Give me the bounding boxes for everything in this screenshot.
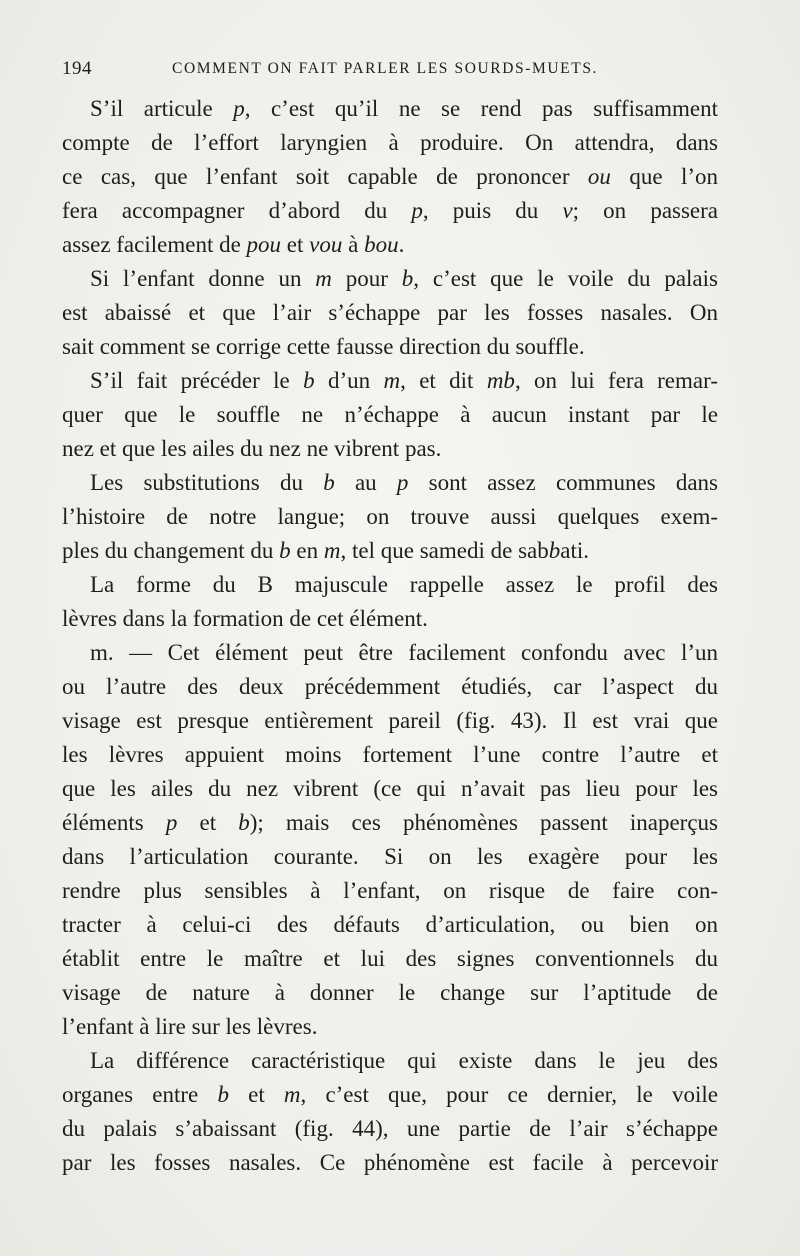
- text-line: dans l’articulation courante. Si on les exagère pour les: [62, 844, 718, 869]
- text-line: quer que le souffle ne n’échappe à aucun instant par le: [62, 402, 718, 427]
- text-line: Les substitutions du b au p sont assez communes dans: [90, 470, 718, 495]
- page-number: 194: [62, 58, 92, 79]
- text-line: rendre plus sensibles à l’enfant, on risque de faire con-: [62, 878, 718, 903]
- text-line: m. — Cet élément peut être facilement confondu avec l’un: [90, 640, 718, 665]
- text-line: ples du changement du b en m, tel que samedi de sabbati.: [62, 538, 589, 563]
- text-line: fera accompagner d’abord du p, puis du v; on passera: [62, 198, 718, 223]
- text-line: compte de l’effort laryngien à produire. On attendra, dans: [62, 130, 718, 155]
- text-line: assez facilement de pou et vou à bou.: [62, 232, 405, 257]
- text-line: ou l’autre des deux précédemment étudiés, car l’aspect du: [62, 674, 718, 699]
- text-line: sait comment se corrige cette fausse direction du souffle.: [62, 334, 585, 359]
- text-line: les lèvres appuient moins fortement l’une contre l’autre et: [62, 742, 718, 767]
- running-title: COMMENT ON FAIT PARLER LES SOURDS-MUETS.: [172, 60, 599, 77]
- text-line: que les ailes du nez vibrent (ce qui n’avait pas lieu pour les: [62, 776, 718, 801]
- text-line: La forme du B majuscule rappelle assez le profil des: [90, 572, 718, 597]
- text-line: par les fosses nasales. Ce phénomène est facile à percevoir: [62, 1150, 718, 1175]
- text-line: S’il fait précéder le b d’un m, et dit mb, on lui fera remar-: [90, 368, 718, 393]
- text-line: l’histoire de notre langue; on trouve aussi quelques exem-: [62, 504, 718, 529]
- text-line: visage est presque entièrement pareil (fig. 43). Il est vrai que: [62, 708, 718, 733]
- page-header: [62, 58, 718, 82]
- text-line: lèvres dans la formation de cet élément.: [62, 606, 428, 631]
- text-line: du palais s’abaissant (fig. 44), une partie de l’air s’échappe: [62, 1116, 718, 1141]
- body-text: [62, 92, 718, 1180]
- text-line: nez et que les ailes du nez ne vibrent pas.: [62, 436, 442, 461]
- text-line: visage de nature à donner le change sur l’aptitude de: [62, 980, 718, 1005]
- text-line: La différence caractéristique qui existe dans le jeu des: [90, 1048, 718, 1073]
- text-line: établit entre le maître et lui des signes conventionnels du: [62, 946, 718, 971]
- text-line: éléments p et b); mais ces phénomènes passent inaperçus: [62, 810, 718, 835]
- text-line: tracter à celui-ci des défauts d’articulation, ou bien on: [62, 912, 718, 937]
- text-line: S’il articule p, c’est qu’il ne se rend pas suffisamment: [90, 96, 718, 121]
- text-line: Si l’enfant donne un m pour b, c’est que le voile du palais: [90, 266, 718, 291]
- text-line: est abaissé et que l’air s’échappe par les fosses nasales. On: [62, 300, 718, 325]
- text-line: organes entre b et m, c’est que, pour ce dernier, le voile: [62, 1082, 718, 1107]
- text-line: l’enfant à lire sur les lèvres.: [62, 1014, 318, 1039]
- text-line: ce cas, que l’enfant soit capable de prononcer ou que l’on: [62, 164, 718, 189]
